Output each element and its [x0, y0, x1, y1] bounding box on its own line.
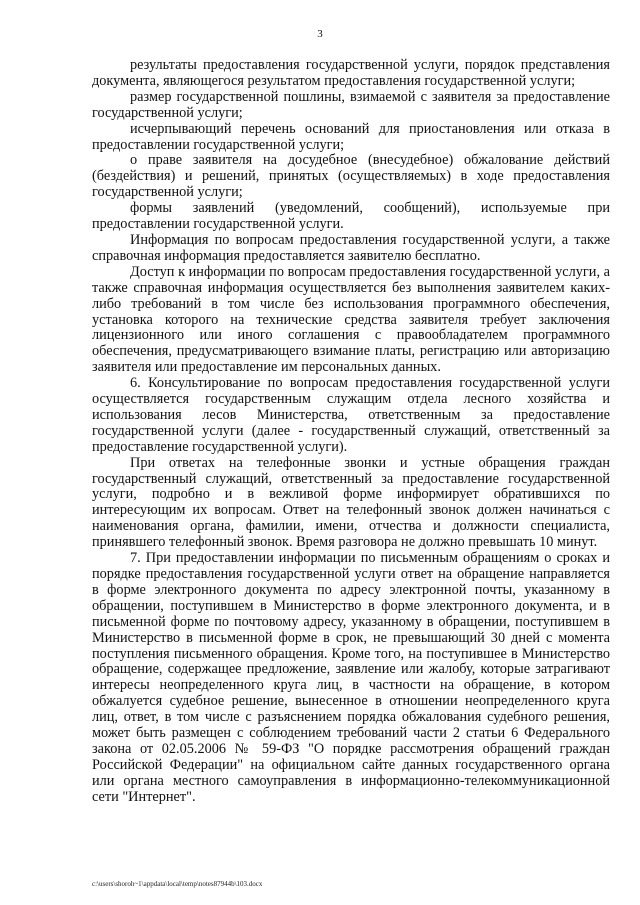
- paragraph: о праве заявителя на досудебное (внесудебное) обжалование действий (бездействия) и решений, принятых (осуществляемых) в ходе предоставления государственной услуги;: [92, 152, 610, 201]
- paragraph: 6. Консультирование по вопросам предоставления государственной услуги осуществляется государственным служащим отдела лесного хозяйства и использования лесов Министерства, ответственным за предоставление государственной услуги (далее - государственный служащий, ответственный за предоставление государственной услуги).: [92, 375, 610, 455]
- paragraph: размер государственной пошлины, взимаемой с заявителя за предоставление государственной услуги;: [92, 88, 610, 121]
- paragraph: При ответах на телефонные звонки и устные обращения граждан государственный служащий, ответственный за предоставление государственной услуги, подробно и в вежливой форме информирует обратившихся по интересующим их вопросам. Ответ на телефонный звонок должен начинаться с наименования органа, фамилии, имени, отчества и должности специалиста, принявшего телефонный звонок. Время разговора не должно превышать 10 минут.: [92, 454, 610, 551]
- paragraph: результаты предоставления государственной услуги, порядок представления документа, являющегося результатом предоставления государственной услуги;: [92, 57, 610, 89]
- paragraph: Информация по вопросам предоставления государственной услуги, а также справочная информация предоставляется заявителю бесплатно.: [92, 231, 610, 264]
- paragraph: Доступ к информации по вопросам предоставления государственной услуги, а также справочная информация осуществляется без выполнения заявителем каких-либо требований в том числе без использования программного обеспечения, установка которого на технические средства заявителя требует заключения лицензионного или иного соглашения с правообладателем программного обеспечения, предусматривающего взимание платы, регистрацию или авторизацию заявителя или предоставление им персональных данных.: [92, 263, 610, 376]
- paragraph: исчерпывающий перечень оснований для приостановления или отказа в предоставлении государственной услуги;: [92, 120, 610, 153]
- page-number: 3: [317, 28, 323, 40]
- paragraph: 7. При предоставлении информации по письменным обращениям о сроках и порядке предоставления государственной услуги ответ на обращение направляется в форме электронного документа по адресу электронной почты, указанному в обращении, поступившем в Министерство в форме электронного документа, и в письменной форме по почтовому адресу, указанному в обращении, поступившем в Министерство в письменной форме в срок, не превышающий 30 дней с момента поступления письменного обращения. Кроме того, на поступившее в Министерство обращение, содержащее предложение, заявление или жалобу, которые затрагивают интересы неопределенного круга лиц, в частности на обращение, в котором обжалуется судебное решение, вынесенное в отношении неопределенного круга лиц, ответ, в том числе с разъяснением порядка обжалования судебного решения, может быть размещен с соблюдением требований части 2 статьи 6 Федерального закона от 02.05.2006 № 59-ФЗ "О порядке рассмотрения обращений граждан Российской Федерации" на официальном сайте данных государственного органа или органа местного самоуправления в информационно-телекоммуникационной сети "Интернет".: [92, 550, 610, 805]
- document-body: [92, 58, 610, 806]
- paragraph: формы заявлений (уведомлений, сообщений), используемые при предоставлении государственной услуги.: [92, 200, 610, 233]
- footer-file-path: c:\users\shoroh~1\appdata\local\temp\notes87944b\103.docx: [92, 880, 263, 888]
